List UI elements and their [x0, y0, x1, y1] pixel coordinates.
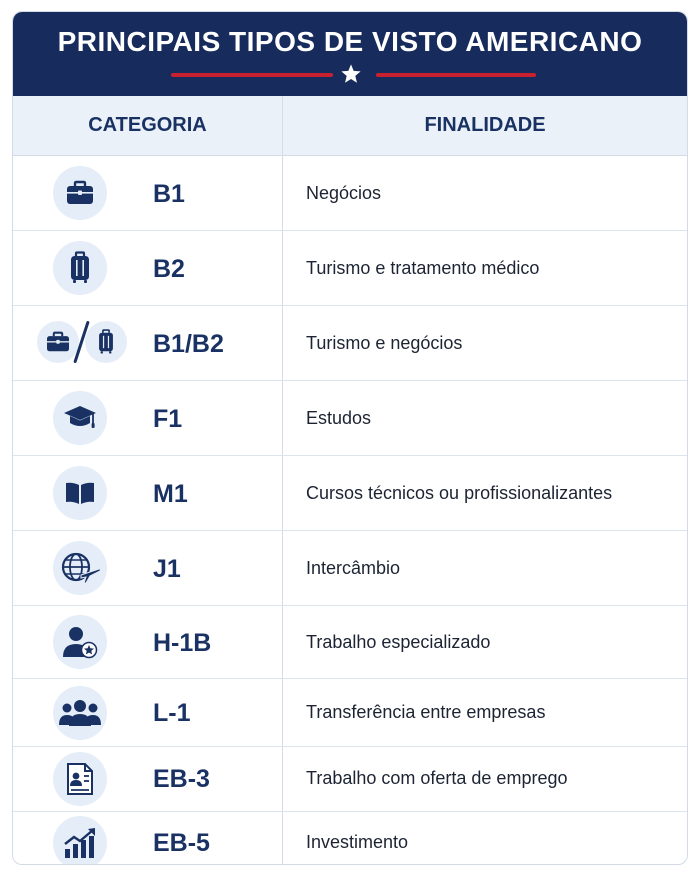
visa-purpose: Negócios: [306, 183, 382, 203]
red-divider-right: [376, 73, 536, 77]
id-document-icon: [53, 752, 107, 806]
table-header: [13, 96, 687, 156]
red-divider-left: [171, 73, 333, 77]
visa-code: EB-5: [153, 829, 210, 857]
visa-purpose: Trabalho especializado: [306, 632, 491, 652]
open-book-icon: [53, 466, 107, 520]
visa-code: J1: [153, 555, 181, 583]
briefcase-icon: [53, 166, 107, 220]
table-row: [13, 747, 687, 812]
visa-purpose: Investimento: [306, 832, 409, 852]
user-star-icon: [53, 615, 107, 669]
visa-code: F1: [153, 405, 183, 433]
briefcase-icon: [37, 321, 79, 363]
table-row: [13, 812, 687, 865]
visa-types-card: [12, 11, 688, 865]
table-row: [13, 231, 687, 306]
page-title: PRINCIPAIS TIPOS DE VISTO AMERICANO: [57, 26, 643, 57]
suitcase-icon: [85, 321, 127, 363]
table-row: [13, 531, 687, 606]
visa-code: B1/B2: [153, 330, 224, 358]
column-header-category: CATEGORIA: [88, 114, 207, 136]
suitcase-icon: [53, 241, 107, 295]
table-row: [13, 381, 687, 456]
visa-purpose: Transferência entre empresas: [306, 702, 546, 722]
table-row: [13, 306, 687, 381]
column-header-purpose: FINALIDADE: [424, 114, 546, 136]
visa-purpose: Intercâmbio: [306, 558, 401, 578]
visa-purpose: Cursos técnicos ou profissionalizantes: [306, 483, 613, 503]
visa-purpose: Turismo e tratamento médico: [306, 258, 540, 278]
globe-airplane-icon: [53, 541, 107, 595]
table-row: [13, 156, 687, 231]
group-icon: [53, 686, 107, 740]
graduation-cap-icon: [53, 391, 107, 445]
visa-code: H-1B: [153, 629, 212, 657]
visa-purpose: Estudos: [306, 408, 372, 428]
visa-purpose: Turismo e negócios: [306, 333, 463, 353]
table-row: [13, 606, 687, 679]
visa-code: L-1: [153, 699, 191, 727]
star-icon: [340, 63, 362, 85]
table-body: [13, 156, 687, 865]
table-row: [13, 679, 687, 747]
growth-chart-icon: [53, 816, 107, 865]
visa-purpose: Trabalho com oferta de emprego: [306, 768, 568, 788]
briefcase-suitcase-icon: [37, 316, 127, 370]
visa-code: B1: [153, 180, 185, 208]
visa-code: EB-3: [153, 765, 210, 793]
visa-code: B2: [153, 255, 185, 283]
title-banner: [13, 12, 687, 96]
table-row: [13, 456, 687, 531]
visa-code: M1: [153, 480, 188, 508]
